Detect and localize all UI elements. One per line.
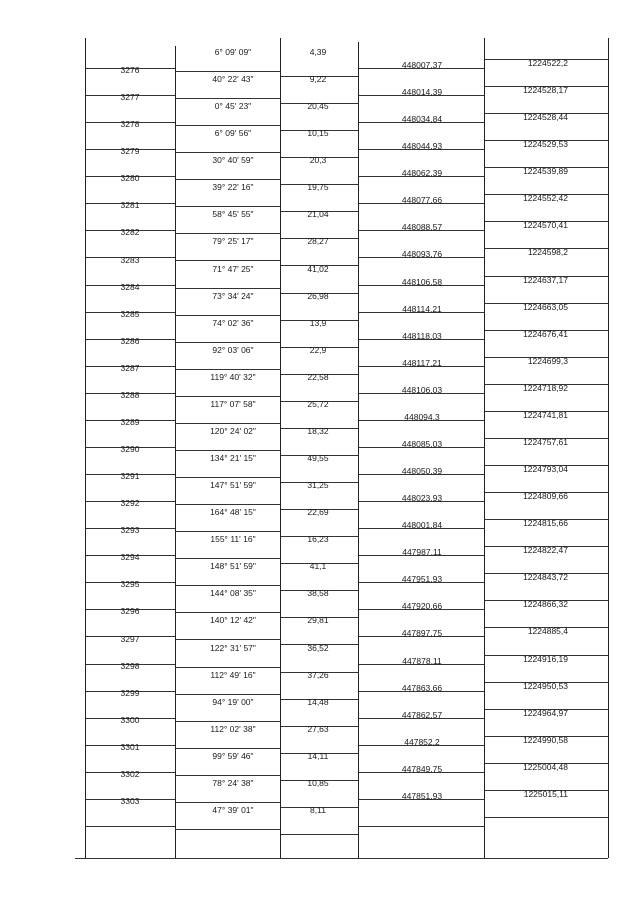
distance-cell: 20,45	[307, 101, 329, 111]
row-divider	[176, 206, 280, 207]
angle-cell: 74° 02' 36"	[212, 318, 254, 328]
row-divider	[176, 558, 280, 559]
distance-cell: 13,9	[309, 318, 327, 328]
y-coordinate-cell: 1224757,61	[523, 437, 568, 447]
x-coordinate-cell: 447849,75	[401, 764, 443, 774]
point-number-cell: 3288	[120, 390, 140, 400]
point-number-cell: 3290	[120, 444, 140, 454]
point-number-cell: 3278	[120, 119, 140, 129]
point-number-cell: 3297	[120, 634, 140, 644]
angle-cell: 0° 45' 23"	[214, 101, 252, 111]
point-number-cell: 3276	[120, 65, 140, 75]
x-coordinate-cell: 448077,66	[401, 195, 443, 205]
row-divider	[176, 288, 280, 289]
y-coordinate-cell: 1224529,53	[523, 139, 568, 149]
point-number-cell: 3280	[120, 173, 140, 183]
y-coordinate-cell: 1224916,19	[523, 654, 568, 664]
table-bottom-border	[75, 858, 608, 859]
point-number-cell: 3303	[120, 796, 140, 806]
angle-cell: 117° 07' 58"	[210, 399, 256, 409]
y-coordinate-cell: 1224598,2	[527, 247, 568, 257]
x-coordinate-cell: 447987,11	[402, 547, 442, 557]
angle-cell: 140° 12' 42"	[210, 615, 256, 625]
point-number-cell: 3300	[120, 715, 140, 725]
y-coordinate-cell: 1224809,66	[523, 491, 568, 501]
point-number-cell: 3286	[120, 336, 140, 346]
distance-cell: 29,81	[307, 615, 329, 625]
angle-cell: 6° 09' 09"	[214, 47, 252, 57]
point-number-cell: 3298	[120, 661, 140, 671]
y-coordinate-cell: 1224964,97	[523, 708, 568, 718]
x-coordinate-cell: 448093,76	[401, 249, 443, 259]
angle-cell: 99° 59' 46"	[212, 751, 254, 761]
row-divider	[86, 826, 175, 827]
distance-cell: 21,04	[307, 209, 329, 219]
row-divider	[176, 450, 280, 451]
x-coordinate-cell: 448007,37	[401, 60, 443, 70]
angle-cell: 92° 03' 06"	[212, 345, 254, 355]
point-number-cell: 3299	[120, 688, 140, 698]
angle-cell: 147° 51' 59"	[210, 480, 256, 490]
distance-cell: 41,02	[307, 264, 329, 274]
distance-cell: 41,1	[309, 561, 327, 571]
point-number-cell: 3296	[120, 606, 140, 616]
row-divider	[359, 826, 484, 827]
distance-cell: 31,25	[307, 480, 329, 490]
distance-cell: 37,26	[307, 670, 329, 680]
x-coordinate-cell: 448088,57	[401, 222, 443, 232]
angle-cell: 148° 51' 59"	[210, 561, 256, 571]
x-coordinate-cell: 448023,93	[401, 493, 443, 503]
distance-cell: 25,72	[307, 399, 329, 409]
x-coordinate-cell: 448114,21	[402, 304, 442, 314]
y-coordinate-cell: 1224885,4	[527, 626, 568, 636]
distance-cell: 22,58	[307, 372, 329, 382]
angle-cell: 71° 47' 25"	[212, 264, 254, 274]
x-coordinate-cell: 447852,2	[404, 737, 440, 747]
point-number-cell: 3287	[120, 363, 140, 373]
y-coordinate-cell: 1224699,3	[527, 356, 568, 366]
distance-cell: 10,15	[307, 128, 329, 138]
row-divider	[485, 817, 608, 818]
angle-cell: 120° 24' 02"	[210, 426, 256, 436]
x-coordinate-cell: 448118,03	[402, 331, 442, 341]
row-divider	[176, 396, 280, 397]
angle-cell: 134° 21' 15"	[210, 453, 256, 463]
x-coordinate-cell: 447951,93	[401, 574, 443, 584]
row-divider	[176, 233, 280, 234]
x-coordinate-cell: 447851,93	[401, 791, 443, 801]
row-divider	[176, 98, 280, 99]
y-coordinate-cell: 1224990,58	[523, 735, 568, 745]
row-divider	[176, 423, 280, 424]
point-number-cell: 3301	[120, 742, 140, 752]
y-coordinate-cell: 1224552,42	[523, 193, 568, 203]
distance-cell: 10,85	[307, 778, 329, 788]
point-number-cell: 3294	[120, 552, 140, 562]
angle-cell: 40° 22' 43"	[212, 74, 254, 84]
distance-cell: 16,23	[307, 534, 329, 544]
y-coordinate-cell: 1224570,41	[523, 220, 568, 230]
row-divider	[176, 694, 280, 695]
angle-cell: 155° 11' 16"	[210, 534, 256, 544]
angle-cell: 79° 25' 17"	[212, 236, 254, 246]
row-divider	[176, 152, 280, 153]
x-coordinate-cell: 447863,66	[401, 683, 443, 693]
point-number-cell: 3295	[120, 579, 140, 589]
angle-cell: 30° 40' 59"	[212, 155, 254, 165]
row-divider	[176, 748, 280, 749]
row-divider	[176, 342, 280, 343]
y-coordinate-cell: 1224843,72	[523, 572, 568, 582]
row-divider	[176, 721, 280, 722]
distance-cell: 19,75	[307, 182, 329, 192]
row-divider	[176, 315, 280, 316]
distance-cell: 26,98	[307, 291, 329, 301]
angle-cell: 112° 49' 16"	[210, 670, 256, 680]
distance-cell: 9,22	[309, 74, 327, 84]
row-divider	[176, 612, 280, 613]
angle-cell: 164° 48' 15"	[210, 507, 256, 517]
x-coordinate-cell: 448034,84	[401, 114, 443, 124]
point-number-cell: 3291	[120, 471, 140, 481]
row-divider	[176, 829, 280, 830]
angle-cell: 47° 39' 01"	[212, 805, 254, 815]
y-coordinate-cell: 1224866,32	[523, 599, 568, 609]
y-coordinate-cell: 1224676,41	[523, 329, 568, 339]
angle-cell: 39° 22' 16"	[212, 182, 254, 192]
distance-cell: 22,69	[307, 507, 329, 517]
x-coordinate-cell: 447920,66	[401, 601, 443, 611]
distance-cell: 8,11	[310, 805, 326, 815]
point-number-cell: 3289	[120, 417, 140, 427]
angle-cell: 73° 34' 24"	[212, 291, 254, 301]
row-divider	[176, 775, 280, 776]
angle-cell: 119° 40' 32"	[210, 372, 256, 382]
distance-cell: 49,55	[307, 453, 329, 463]
column-divider	[358, 42, 359, 858]
x-coordinate-cell: 447878,11	[402, 656, 442, 666]
point-number-cell: 3277	[120, 92, 140, 102]
row-divider	[176, 504, 280, 505]
point-number-cell: 3293	[120, 525, 140, 535]
column-divider	[608, 38, 609, 858]
x-coordinate-cell: 448014,39	[401, 87, 443, 97]
x-coordinate-cell: 448117,21	[402, 358, 442, 368]
row-divider	[281, 834, 358, 835]
x-coordinate-cell: 448106,03	[401, 385, 443, 395]
x-coordinate-cell: 448094,3	[404, 412, 440, 422]
distance-cell: 22,9	[309, 345, 327, 355]
angle-cell: 58° 45' 55"	[212, 209, 254, 219]
point-number-cell: 3292	[120, 498, 140, 508]
angle-cell: 6° 09' 56"	[214, 128, 252, 138]
row-divider	[176, 802, 280, 803]
y-coordinate-cell: 1224793,04	[523, 464, 568, 474]
x-coordinate-cell: 447862,57	[401, 710, 443, 720]
row-divider	[176, 125, 280, 126]
y-coordinate-cell: 1224539,89	[523, 166, 568, 176]
distance-cell: 4,39	[309, 47, 327, 57]
y-coordinate-cell: 1224528,17	[523, 85, 568, 95]
row-divider	[176, 477, 280, 478]
row-divider	[176, 369, 280, 370]
point-number-cell: 3283	[120, 255, 140, 265]
x-coordinate-cell: 448044,93	[401, 141, 443, 151]
y-coordinate-cell: 1225015,11	[523, 789, 568, 799]
point-number-cell: 3284	[120, 282, 140, 292]
point-number-cell: 3282	[120, 227, 140, 237]
row-divider	[176, 71, 280, 72]
point-number-cell: 3302	[120, 769, 140, 779]
y-coordinate-cell: 1224822,47	[523, 545, 568, 555]
distance-cell: 38,58	[307, 588, 329, 598]
distance-cell: 27,63	[307, 724, 329, 734]
x-coordinate-cell: 448050,39	[401, 466, 443, 476]
point-number-cell: 3285	[120, 309, 140, 319]
y-coordinate-cell: 1224522,2	[527, 58, 568, 68]
point-number-cell: 3279	[120, 146, 140, 156]
x-coordinate-cell: 448085,03	[401, 439, 443, 449]
y-coordinate-cell: 1224528,44	[523, 112, 568, 122]
row-divider	[176, 639, 280, 640]
y-coordinate-cell: 1224637,17	[523, 275, 568, 285]
y-coordinate-cell: 1224718,92	[523, 383, 568, 393]
angle-cell: 78° 24' 38"	[212, 778, 254, 788]
x-coordinate-cell: 448062,39	[401, 168, 443, 178]
point-number-cell: 3281	[120, 200, 140, 210]
angle-cell: 122° 31' 57"	[210, 643, 256, 653]
distance-cell: 18,32	[307, 426, 329, 436]
angle-cell: 144° 08' 35"	[210, 588, 256, 598]
x-coordinate-cell: 447897,75	[401, 628, 443, 638]
angle-cell: 94° 19' 00"	[212, 697, 254, 707]
row-divider	[176, 179, 280, 180]
y-coordinate-cell: 1225004,48	[523, 762, 568, 772]
x-coordinate-cell: 448106,58	[401, 277, 443, 287]
distance-cell: 36,52	[307, 643, 329, 653]
distance-cell: 14,48	[307, 697, 329, 707]
column-divider	[175, 46, 176, 858]
y-coordinate-cell: 1224815,66	[523, 518, 568, 528]
row-divider	[176, 260, 280, 261]
distance-cell: 28,27	[307, 236, 329, 246]
distance-cell: 14,11	[307, 751, 329, 761]
row-divider	[176, 585, 280, 586]
row-divider	[176, 531, 280, 532]
y-coordinate-cell: 1224950,53	[523, 681, 568, 691]
x-coordinate-cell: 448001,84	[401, 520, 443, 530]
distance-cell: 20,3	[309, 155, 327, 165]
angle-cell: 112° 02' 38"	[210, 724, 256, 734]
y-coordinate-cell: 1224663,05	[523, 302, 568, 312]
row-divider	[176, 667, 280, 668]
y-coordinate-cell: 1224741,81	[523, 410, 568, 420]
